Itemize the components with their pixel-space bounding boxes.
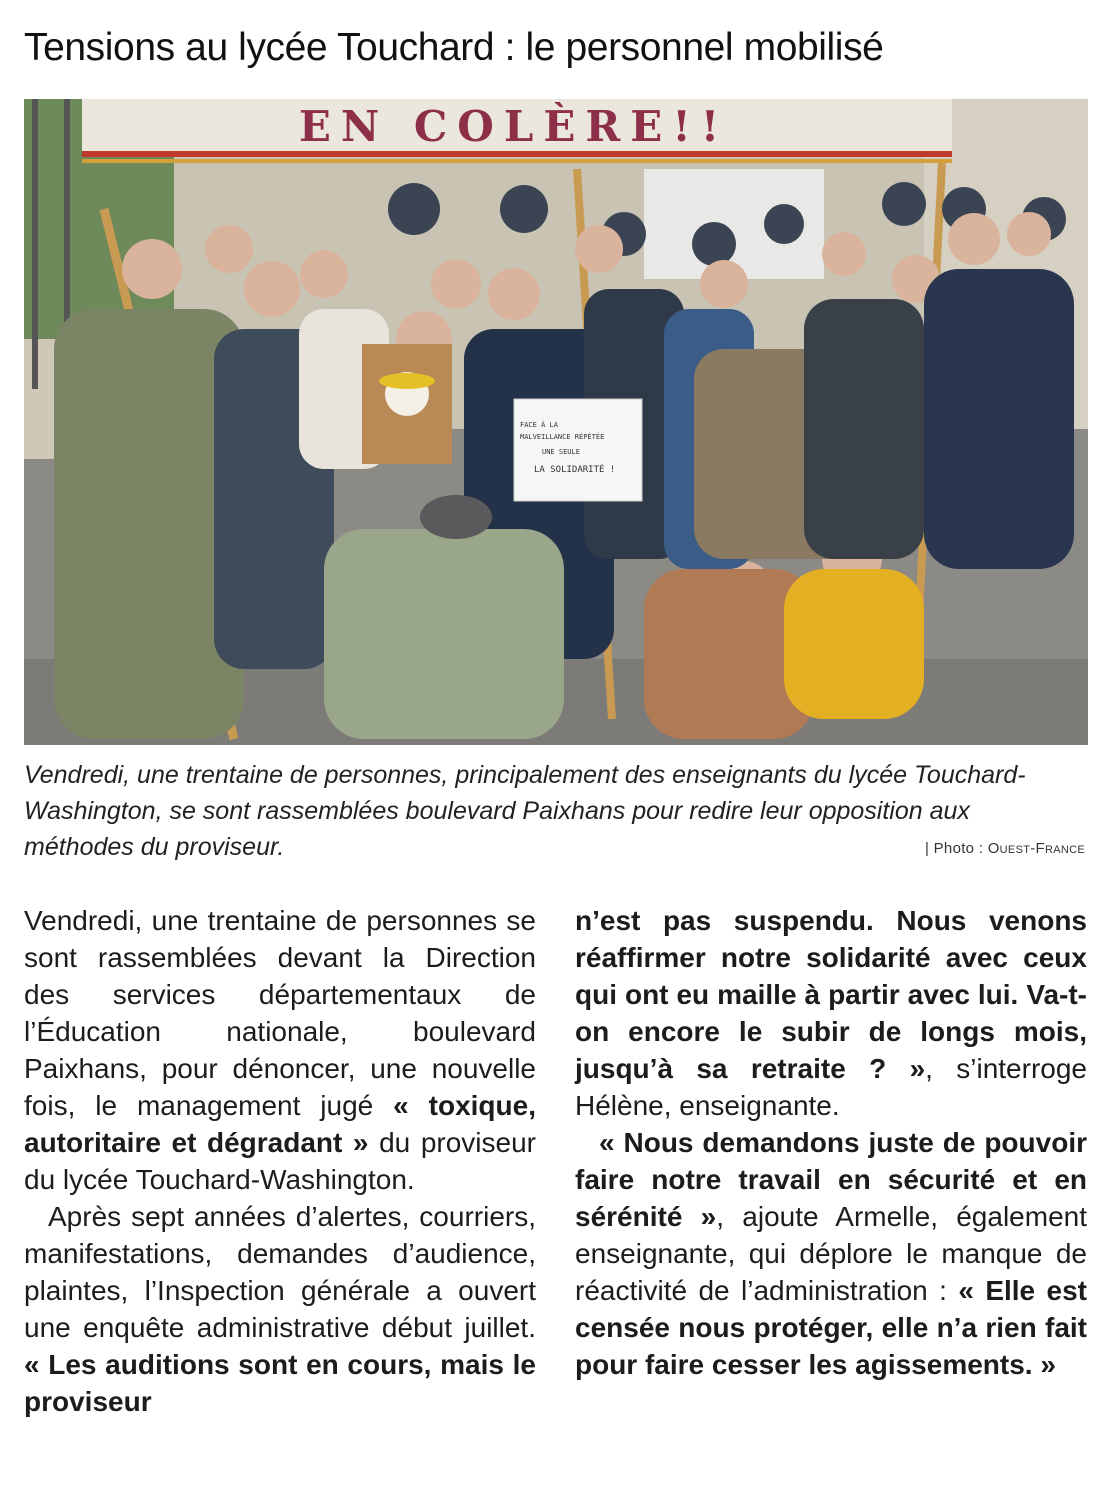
article-column-left [24, 902, 536, 1420]
banner-text: EN COLÈRE!! [298, 102, 730, 151]
article-paragraph-1 [24, 902, 536, 1198]
p3-quote: « Nous demandons juste de pouvoir faire notre travail en sécurité et en sérénité » [575, 1127, 1087, 1232]
p2-text-a: Après sept années d’alertes, courriers, manifestations, demandes d’audience, plaintes, l’Inspection générale a ouvert une enquête administrative début juillet. [24, 1201, 536, 1343]
photo-credit [925, 840, 1085, 857]
p1-quote: « toxique, autoritaire et dégradant » [24, 1090, 536, 1158]
p2-quote: « Les auditions sont en cours, mais le proviseur [24, 1349, 536, 1417]
photo-caption: Vendredi, une trentaine de personnes, principalement des enseignants du lycée Touchard-Washington, se sont rassemblées boulevard Paixhans pour redire leur opposition aux méthodes du proviseur. [24, 761, 1026, 861]
p1-text-b: du proviseur du lycée Touchard-Washington. [24, 1127, 536, 1195]
credit-prefix: | Photo : [924, 840, 988, 857]
article-paragraph-2-continued [575, 902, 1087, 1124]
p2-text-b: , s’interroge Hélène, enseignante. [575, 1053, 1087, 1121]
p3-quote-2: « Elle est censée nous protéger, elle n’a rien fait pour faire cesser les agissements. » [575, 1275, 1088, 1380]
p2-quote-continued: n’est pas suspendu. Nous venons réaffirmer notre solidarité avec ceux qui ont eu maille à partir avec lui. Va-t-on encore le subir de longs mois, jusqu’à sa retraite ? » [575, 905, 1087, 1084]
sign-line-3: UNE SEULE [542, 448, 580, 456]
sign-line-1: FACE À LA [520, 421, 558, 429]
credit-source: Ouest-France [987, 840, 1085, 857]
sign-line-2: MALVEILLANCE RÉPÉTÉE [520, 433, 605, 441]
protest-photo-illustration [24, 99, 1088, 745]
headline: Tensions au lycée Touchard : le personnel mobilisé [24, 26, 884, 69]
p1-text-a: Vendredi, une trentaine de personnes se sont rassemblées devant la Direction des services départementaux de l’Éducation nationale, boulevard Paixhans, pour dénoncer, une nouvelle fois, le management jugé [24, 905, 536, 1121]
news-photo [24, 99, 1088, 745]
p3-text-b: , ajoute Armelle, également enseignante, qui déplore le manque de réactivité de l’administration : [575, 1201, 1087, 1306]
sign-line-4: LA SOLIDARITÉ ! [534, 465, 616, 475]
article-column-right [575, 902, 1087, 1383]
article-paragraph-3 [575, 1124, 1087, 1383]
article-paragraph-2 [24, 1198, 536, 1420]
